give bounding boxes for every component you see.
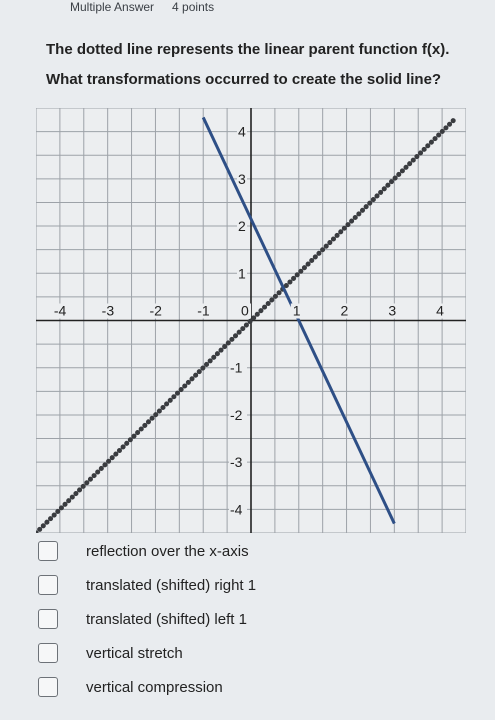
option-label: translated (shifted) left 1 [86,610,247,628]
checkbox[interactable] [38,575,58,595]
question-line-1: The dotted line represents the linear parent function f(x). [46,41,450,58]
question-type: Multiple Answer [70,0,155,14]
option-label: translated (shifted) right 1 [86,576,257,594]
y-tick-label: 2 [238,218,246,235]
x-tick-label: -2 [149,302,162,319]
y-tick-label: -4 [230,501,243,518]
x-tick-label: 0 [241,302,249,319]
option-label: vertical stretch [86,644,183,662]
y-tick-label: 3 [238,170,246,187]
checkbox[interactable] [38,677,58,697]
checkbox[interactable] [38,541,58,561]
coordinate-graph [36,108,466,533]
option-vertical-stretch[interactable] [38,640,458,666]
option-reflection-x-axis[interactable] [38,538,458,564]
option-vertical-compression[interactable] [38,674,458,700]
y-tick-label: 4 [238,123,246,140]
x-tick-label: -1 [197,302,210,319]
x-tick-label: 2 [340,302,349,319]
x-tick-label: -4 [53,302,67,319]
checkbox[interactable] [38,643,58,663]
y-tick-label: -2 [230,406,243,423]
question-points: 4 points [172,0,215,14]
option-label: vertical compression [86,678,223,696]
checkbox[interactable] [38,609,58,629]
question-line-2: What transformations occurred to create the solid line? [46,71,442,88]
question-text [46,40,486,90]
option-translated-right-1[interactable] [38,572,458,598]
x-tick-label: 4 [436,302,444,319]
question-header [70,0,214,14]
x-tick-label: 1 [292,302,301,319]
y-tick-label: 1 [238,265,246,282]
y-tick-label: -1 [230,359,243,376]
y-tick-label: -3 [230,454,243,471]
option-label: reflection over the x-axis [86,542,249,560]
x-tick-label: -3 [101,302,115,319]
option-translated-left-1[interactable] [38,606,458,632]
x-tick-label: 3 [388,302,397,319]
